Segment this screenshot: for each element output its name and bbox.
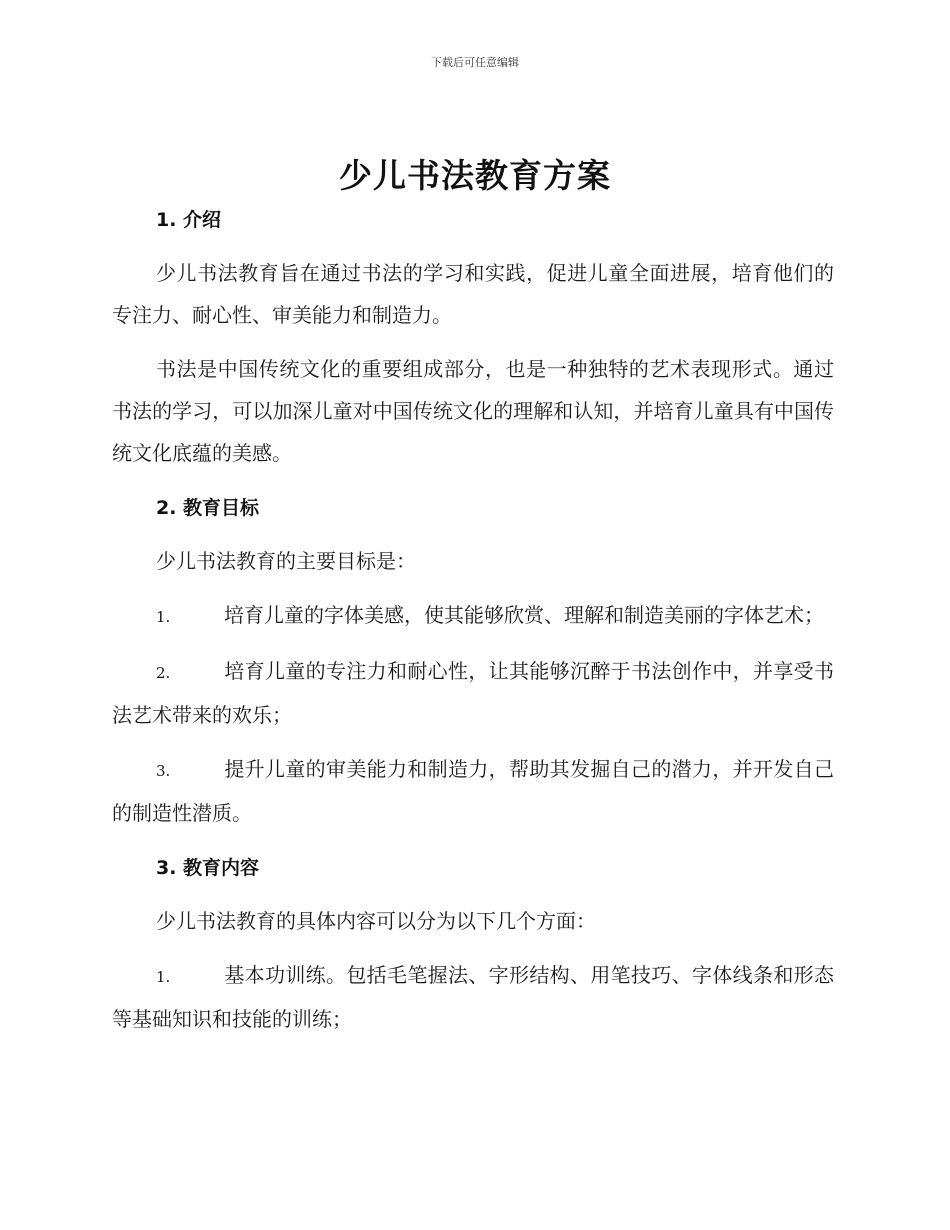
section-heading-intro: 1. 介绍 (156, 209, 222, 231)
header-note: 下载后可任意编辑 (431, 56, 519, 69)
list-number: 3. (156, 762, 171, 780)
paragraph: 少儿书法教育的主要目标是： (156, 549, 416, 573)
section-heading-content: 3. 教育内容 (156, 857, 260, 879)
paragraph: 书法是中国传统文化的重要组成部分，也是一种独特的艺术表现形式。通过书法的学习，可以加深儿童对中国传统文化的理解和认知，并培育儿童具有中国传统文化底蕴的美感。 (112, 357, 834, 465)
paragraph: 少儿书法教育的具体内容可以分为以下几个方面： (156, 909, 596, 933)
section-heading-goals: 2. 教育目标 (156, 497, 260, 519)
list-text: 提升儿童的审美能力和制造力，帮助其发掘自己的潜力，并开发自己的制造性潜质。 (112, 757, 834, 825)
list-number: 1. (156, 608, 171, 626)
document-body (112, 200, 834, 1040)
document-title: 少儿书法教育方案 (339, 156, 611, 195)
list-number: 1. (156, 968, 171, 986)
list-item (112, 748, 834, 834)
list-item (112, 650, 834, 736)
list-text: 培育儿童的字体美感，使其能够欣赏、理解和制造美丽的字体艺术； (224, 603, 824, 627)
list-text: 基本功训练。包括毛笔握法、字形结构、用笔技巧、字体线条和形态等基础知识和技能的训练； (112, 963, 834, 1031)
list-text: 培育儿童的专注力和耐心性，让其能够沉醉于书法创作中，并享受书法艺术带来的欢乐； (112, 659, 834, 727)
list-item (112, 954, 834, 1040)
list-item (112, 594, 834, 638)
paragraph: 少儿书法教育旨在通过书法的学习和实践，促进儿童全面进展，培育他们的专注力、耐心性、审美能力和制造力。 (112, 261, 834, 327)
list-number: 2. (156, 664, 171, 682)
